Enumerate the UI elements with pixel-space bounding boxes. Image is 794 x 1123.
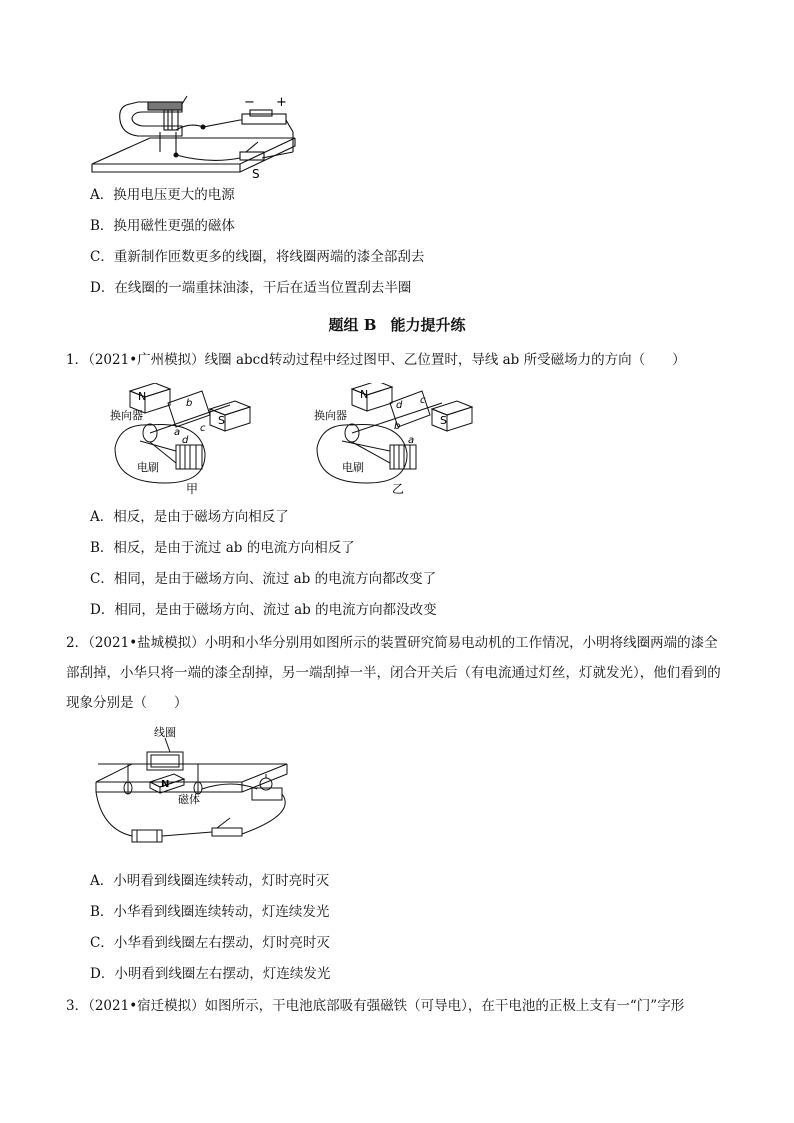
section-heading [0, 314, 794, 335]
commutator-label: 换向器 [314, 409, 347, 422]
coil-label-c: c [420, 395, 426, 406]
magnet-label: 磁体 [178, 793, 200, 806]
magnet-n-label: N [138, 390, 147, 403]
battery-plus-label: + [276, 95, 287, 110]
magnet-n-label: N [161, 779, 170, 790]
question-2-option-c: C．小华看到线圈左右摆动，灯时亮时灭 [90, 935, 330, 951]
question-2-option-d: D．小明看到线圈左右摆动，灯连续发光 [90, 966, 331, 982]
motor-figure-jia [110, 383, 285, 501]
question-1-option-d: D．相同，是由于磁场方向、流过 ab 的电流方向都没改变 [90, 602, 437, 618]
question-1-text: 1．（2021•广州模拟）线圈 abcd转动过程中经过图甲、乙位置时，导线 ab 所受磁场力的方向（ ） [66, 352, 686, 368]
section-heading-title: 能力提升练 [390, 316, 466, 334]
option-b: B．换用磁性更强的磁体 [90, 218, 235, 234]
coil-label-b: b [394, 421, 401, 432]
figure-caption-jia: 甲 [186, 482, 199, 496]
question-1-option-c: C．相同，是由于磁场方向、流过 ab 的电流方向都改变了 [90, 571, 437, 587]
question-1-option-a: A．相反，是由于磁场方向相反了 [90, 509, 289, 525]
magnet-s-label: S [218, 414, 225, 427]
commutator-label: 换向器 [110, 409, 143, 422]
option-d: D．在线圈的一端重抹油漆，干后在适当位置刮去半圈 [90, 280, 412, 296]
coil-label: 线圈 [154, 726, 176, 739]
coil-label-b: b [186, 398, 193, 409]
brush-label: 电刷 [342, 461, 364, 474]
section-heading-group: 题组 B [328, 316, 377, 334]
question-3-text: 3．（2021•宿迁模拟）如图所示，干电池底部吸有强磁铁（可导电），在干电池的正极上支有一“门”字形 [66, 998, 685, 1014]
motor-apparatus-figure [90, 92, 305, 182]
coil-label-a: a [174, 427, 181, 438]
battery-minus-label: − [244, 95, 255, 110]
brush-label: 电刷 [137, 461, 159, 474]
switch-label: S [252, 167, 260, 181]
magnet-s-label: S [440, 414, 447, 427]
coil-label-d: d [396, 400, 403, 411]
simple-motor-figure [92, 724, 302, 848]
coil-label-a: a [408, 435, 415, 446]
coil-label-d: d [182, 435, 189, 446]
question-2-text: 2．（2021•盐城模拟）小明和小华分别用如图所示的装置研究简易电动机的工作情况，小明将线圈两端的漆全部刮掉，小华只将一端的漆全刮掉，另一端刮掉一半，闭合开关后（有电流通过灯丝，灯就发光），他们看到的现象分别是（ ） [66, 635, 721, 711]
question-1-option-b: B．相反，是由于流过 ab 的电流方向相反了 [90, 540, 355, 556]
question-2-option-a: A．小明看到线圈连续转动，灯时亮时灭 [90, 873, 330, 889]
question-2-option-b: B．小华看到线圈连续转动，灯连续发光 [90, 904, 330, 920]
motor-figure-yi [312, 383, 487, 501]
option-c: C．重新制作匝数更多的线圈，将线圈两端的漆全部刮去 [90, 249, 425, 265]
option-a: A．换用电压更大的电源 [90, 187, 235, 203]
magnet-n-label: N [360, 388, 369, 401]
figure-caption-yi: 乙 [392, 482, 405, 496]
coil-label-c: c [200, 423, 206, 434]
